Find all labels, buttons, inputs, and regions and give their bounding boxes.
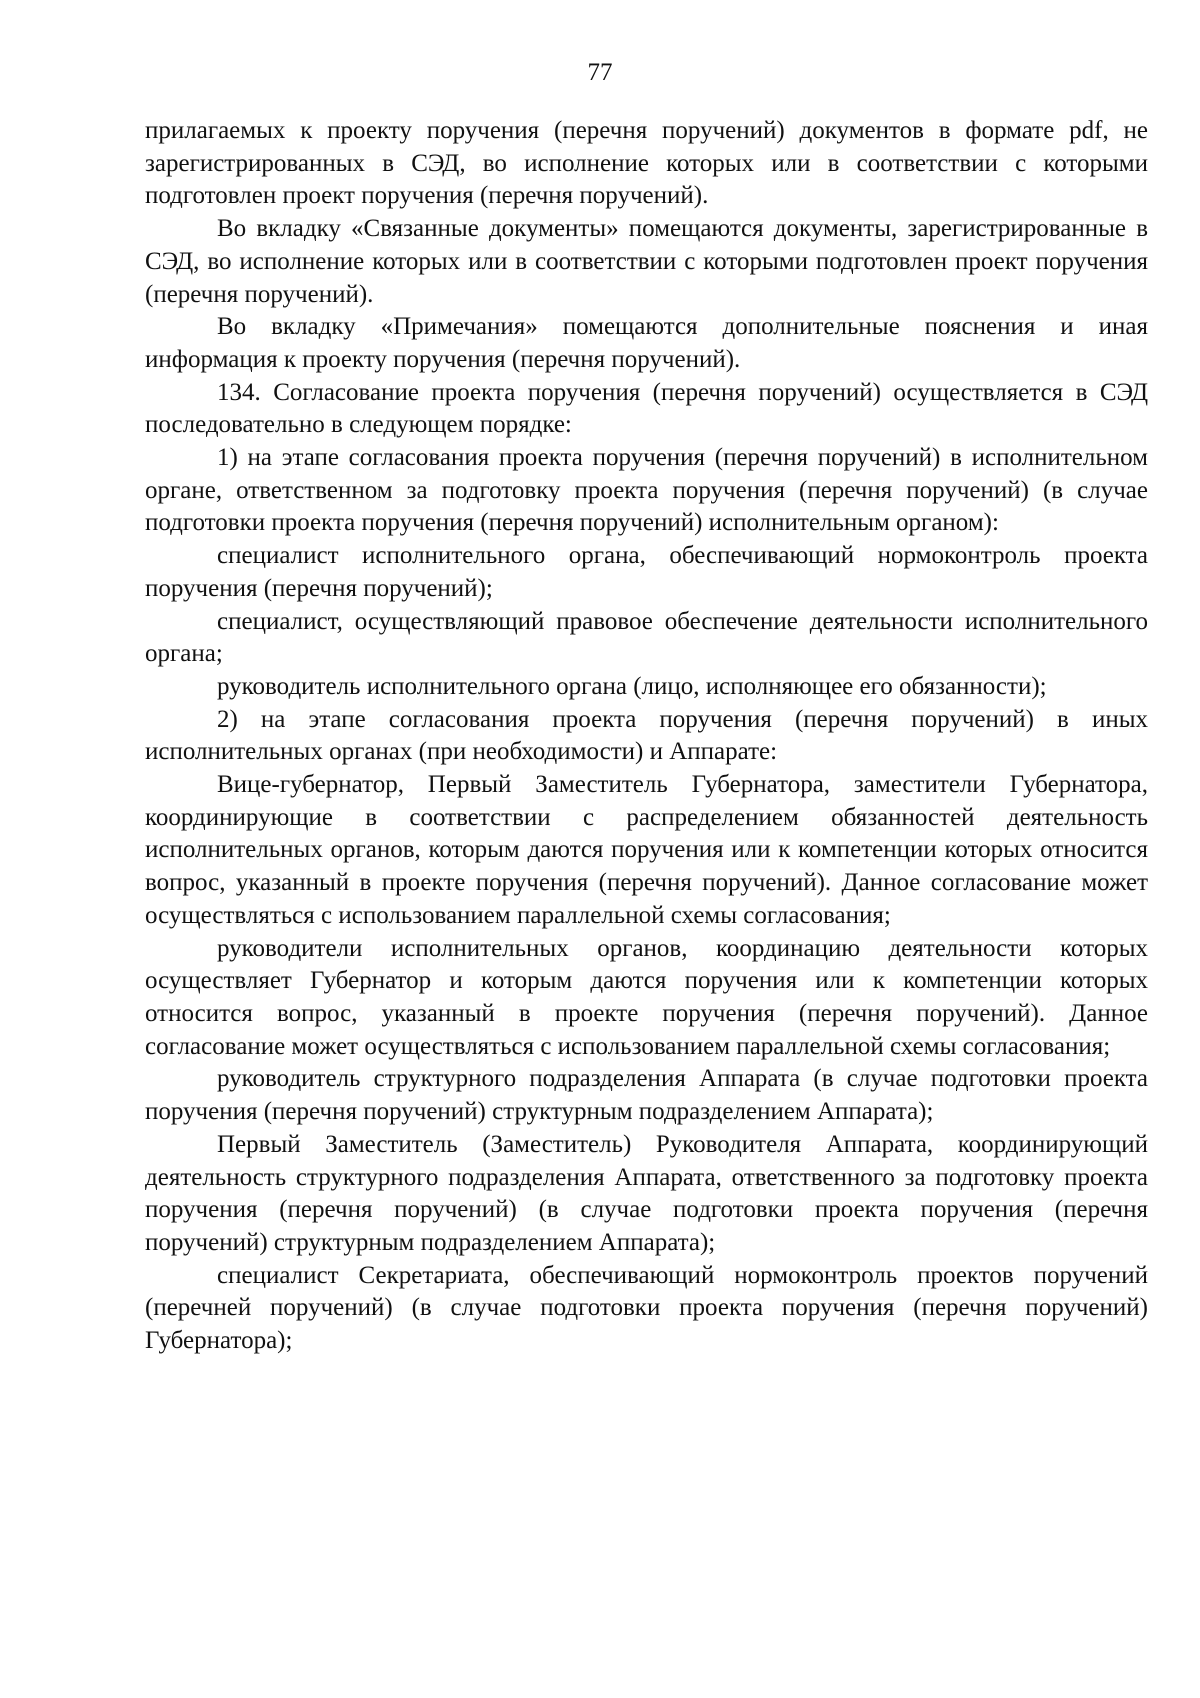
paragraph-list-item: специалист Секретариата, обеспечивающий нормоконтроль проектов поручений (перечней поручений) (в случае подготовки проекта поручения (перечня поручений) Губернатора); (145, 1261, 1148, 1355)
paragraph-list-item: Первый Заместитель (Заместитель) Руководителя Аппарата, координирующий деятельность структурного подразделения Аппарата, ответственного за подготовку проекта поручения (перечня поручений) (в случае подготовки проекта поручения (перечня поручений) структурным подразделением Аппарата); (145, 1130, 1148, 1256)
page-number: 77 (587, 59, 613, 86)
paragraph-stage-2: 2) на этапе согласования проекта поручения (перечня поручений) в иных исполнительных органах (при необходимости) и Аппарате: (145, 705, 1148, 766)
paragraph-related-documents-tab: Во вкладку «Связанные документы» помещаются документы, зарегистрированные в СЭД, во исполнение которых или в соответствии с которыми подготовлен проект поручения (перечня поручений). (145, 215, 1148, 308)
paragraph-stage-1: 1) на этапе согласования проекта поручения (перечня поручений) в исполнительном органе, ответственном за подготовку проекта поручения (перечня поручений) (в случае подготовки проекта поручения (перечня поручений) исполнительным органом): (145, 444, 1148, 537)
paragraph-list-item: руководители исполнительных органов, координацию деятельности которых осуществляет Губернатор и которым даются поручения или к компетенции которых относится вопрос, указанный в проекте поручения (перечня поручений). Данное согласование может осуществляться с использованием параллельной схемы согласования; (145, 934, 1148, 1060)
paragraph-list-item: руководитель структурного подразделения Аппарата (в случае подготовки проекта поручения (перечня поручений) структурным подразделением Аппарата); (145, 1065, 1148, 1126)
paragraph-notes-tab: Во вкладку «Примечания» помещаются дополнительные пояснения и иная информация к проекту поручения (перечня поручений). (145, 313, 1148, 373)
document-body (145, 115, 1148, 1358)
paragraph-list-item: специалист исполнительного органа, обеспечивающий нормоконтроль проекта поручения (перечня поручений); (145, 542, 1148, 602)
paragraph-continuation: прилагаемых к проекту поручения (перечня поручений) документов в формате pdf, не зарегистрированных в СЭД, во исполнение которых или в соответствии с которыми подготовлен проект поручения (перечня поручений). (145, 117, 1148, 210)
paragraph-list-item: специалист, осуществляющий правовое обеспечение деятельности исполнительного органа; (145, 607, 1148, 668)
paragraph-list-item: Вице-губернатор, Первый Заместитель Губернатора, заместители Губернатора, координирующие в соответствии с распределением обязанностей деятельность исполнительных органов, которым даются поручения или к компетенции которых относится вопрос, указанный в проекте поручения (перечня поручений). Данное согласование может осуществляться с использованием параллельной схемы согласования; (145, 771, 1148, 929)
paragraph-list-item: руководитель исполнительного органа (лицо, исполняющее его обязанности); (217, 672, 1047, 700)
paragraph-clause-134: 134. Согласование проекта поручения (перечня поручений) осуществляется в СЭД последовательно в следующем порядке: (145, 378, 1148, 439)
